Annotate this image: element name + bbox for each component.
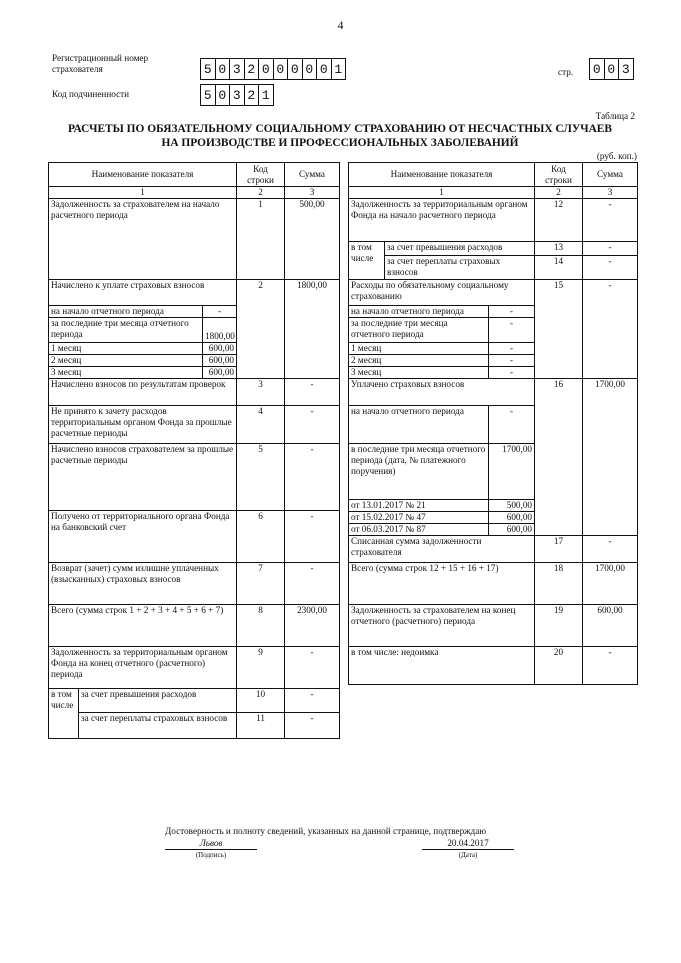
units-label: (руб. коп.) [596,151,637,161]
col-header-name: Наименование показателя [49,163,237,187]
title-line-1: РАСЧЕТЫ ПО ОБЯЗАТЕЛЬНОМУ СОЦИАЛЬНОМУ СТРАХОВАНИЮ ОТ НЕСЧАСТНЫХ СЛУЧАЕВ [68,123,612,135]
row-label: Расходы по обязательному социальному страхованию [349,280,535,306]
row-sum: - [583,536,638,563]
row-subvalue: - [489,406,535,444]
date-value: 20.04.2017 [422,838,514,850]
reg-digit: 0 [215,58,231,80]
row-subvalue: 600,00 [203,355,237,367]
col-number: 2 [535,187,583,199]
left-table [48,162,340,739]
row-label: за счет превышения расходов [385,242,535,256]
col-header-code: Код строки [535,163,583,187]
row-code: 17 [535,536,583,563]
row-code: 6 [237,511,285,563]
row-sum: 1800,00 [285,280,340,306]
reg-digit: 5 [200,58,216,80]
row-code: 7 [237,563,285,605]
row-code: 1 [237,199,285,280]
row-label: Начислено взносов страхователем за прошлые расчетные периоды [49,444,237,511]
row-sum: - [583,280,638,306]
sub-digit: 1 [258,84,274,106]
row-code: 4 [237,406,285,444]
table-label: Таблица 2 [595,111,635,121]
row-label: за счет переплаты страховых взносов [79,713,237,739]
row-subvalue: 600,00 [203,367,237,379]
page-digit: 0 [589,58,605,80]
page-digit: 3 [618,58,634,80]
row-label: Всего (сумма строк 1 + 2 + 3 + 4 + 5 + 6 + 7) [49,605,237,647]
row-sublabel: 2 месяц [49,355,203,367]
row-label: за счет превышения расходов [79,689,237,713]
row-code: 20 [535,647,583,685]
row-sublabel: 1 месяц [349,343,489,355]
row-label: Уплачено страховых взносов [349,379,535,406]
reg-digit: 0 [287,58,303,80]
row-code: 2 [237,280,285,306]
row-sum: - [285,689,340,713]
row-sum: - [583,199,638,242]
row-subvalue: 600,00 [489,512,535,524]
sub-digit: 0 [215,84,231,106]
row-sublabel: на начало отчетного периода [349,406,489,444]
row-sum: - [285,563,340,605]
row-subvalue: 600,00 [489,524,535,536]
row-subvalue: - [489,306,535,318]
date-caption: (Дата) [458,851,478,859]
col-header-sum: Сумма [583,163,638,187]
row-sum: 600,00 [583,605,638,647]
row-label: Получено от территориального органа Фонда на банковский счет [49,511,237,563]
row-label: Не принято к зачету расходов территориальным органом Фонда за прошлые расчетные периоды [49,406,237,444]
row-code: 15 [535,280,583,306]
reg-digit: 0 [273,58,289,80]
row-label: Задолженность за территориальным органом Фонда на конец отчетного (расчетного) периода [49,647,237,689]
reg-digit: 1 [331,58,347,80]
reg-digit: 0 [258,58,274,80]
row-sublabel: от 06.03.2017 № 87 [349,524,489,536]
signature-caption: (Подпись) [195,851,227,859]
row-code: 13 [535,242,583,256]
col-number: 2 [237,187,285,199]
row-sublabel: на начало отчетного периода [49,306,203,318]
row-sublabel: от 15.02.2017 № 47 [349,512,489,524]
row-code: 5 [237,444,285,511]
row-sublabel: на начало отчетного периода [349,306,489,318]
row-sum: - [285,444,340,511]
reg-digit: 3 [229,58,245,80]
row-label: Задолженность за страхователем на конец отчетного (расчетного) периода [349,605,535,647]
row-sublabel: 3 месяц [49,367,203,379]
row-code: 8 [237,605,285,647]
row-code: 19 [535,605,583,647]
row-sum: 1700,00 [583,563,638,605]
row-sum: - [285,379,340,406]
row-code: 3 [237,379,285,406]
row-code: 18 [535,563,583,605]
row-sum: - [285,713,340,739]
col-header-name: Наименование показателя [349,163,535,187]
col-number: 3 [583,187,638,199]
row-sum: - [583,256,638,280]
col-number: 1 [349,187,535,199]
row-subvalue: - [489,367,535,379]
sub-digit: 5 [200,84,216,106]
page-number: 4 [337,18,344,32]
row-subvalue: - [489,318,535,343]
title-line-2: НА ПРОИЗВОДСТВЕ И ПРОФЕССИОНАЛЬНЫХ ЗАБОЛЕВАНИЙ [161,137,519,149]
row-subvalue: - [489,343,535,355]
row-sum: 500,00 [285,199,340,280]
row-label: Списанная сумма задолженности страхователя [349,536,535,563]
row-subvalue: 600,00 [203,343,237,355]
row-code: 12 [535,199,583,242]
reg-digit: 0 [302,58,318,80]
sub-digit: 3 [229,84,245,106]
reg-digit: 2 [244,58,260,80]
row-sublabel: за последние три месяца отчетного периода [349,318,489,343]
col-header-code: Код строки [237,163,285,187]
row-label: Возврат (зачет) сумм излишне уплаченных (взысканных) страховых взносов [49,563,237,605]
subordination-label: Код подчиненности [52,89,130,99]
row-sublabel: в последние три месяца отчетного периода (дата, № платежного поручения) [349,444,489,500]
subordination-cells [200,84,273,106]
row-subvalue: 1800,00 [203,318,237,343]
row-sum: - [285,406,340,444]
row-label: Начислено взносов по результатам проверок [49,379,237,406]
sub-digit: 2 [244,84,260,106]
row-label: за счет переплаты страховых взносов [385,256,535,280]
page-digit: 0 [604,58,620,80]
row-sublabel: 1 месяц [49,343,203,355]
row-label: Задолженность за страхователем на начало расчетного периода [49,199,237,280]
row-sum: - [285,511,340,563]
including-label: в том числе [349,242,385,280]
row-subvalue: - [489,355,535,367]
row-label: Начислено к уплате страховых взносов [49,280,237,306]
reg-digit: 0 [316,58,332,80]
col-number: 3 [285,187,340,199]
reg-number-label: Регистрационный номер страхователя [52,53,149,74]
row-sum: 1700,00 [583,379,638,406]
row-sublabel: от 13.01.2017 № 21 [349,500,489,512]
row-sum: - [583,242,638,256]
row-sublabel: за последние три месяца отчетного периода [49,318,203,343]
row-subvalue: - [203,306,237,318]
confirmation-text: Достоверность и полноту сведений, указанных на данной странице, подтверждаю [165,826,487,836]
row-label: Всего (сумма строк 12 + 15 + 16 + 17) [349,563,535,605]
row-sublabel: 2 месяц [349,355,489,367]
row-subvalue: 500,00 [489,500,535,512]
row-code: 11 [237,713,285,739]
row-sum: - [285,647,340,689]
right-table [348,162,638,685]
row-code: 14 [535,256,583,280]
page-cells [589,58,633,80]
col-number: 1 [49,187,237,199]
row-label: в том числе: недоимка [349,647,535,685]
row-sum: - [583,647,638,685]
page-label: стр. [558,67,574,77]
including-label: в том числе [49,689,79,739]
signature: Львов [165,838,257,850]
row-sublabel: 3 месяц [349,367,489,379]
row-code: 10 [237,689,285,713]
row-code: 16 [535,379,583,406]
row-subvalue: 1700,00 [489,444,535,500]
row-sum: 2300,00 [285,605,340,647]
row-label: Задолженность за территориальным органом Фонда на начало расчетного периода [349,199,535,242]
row-code: 9 [237,647,285,689]
col-header-sum: Сумма [285,163,340,187]
reg-number-cells [200,58,345,80]
